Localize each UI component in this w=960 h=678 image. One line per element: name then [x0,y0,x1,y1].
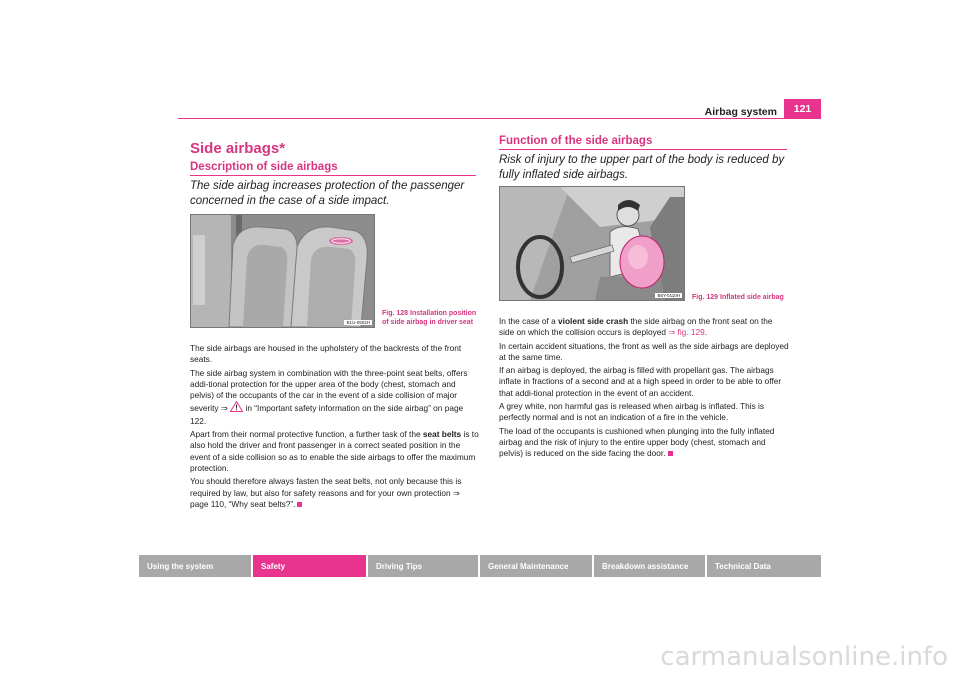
paragraph [190,476,480,510]
paragraph [190,368,480,427]
section-title: Side airbags* [190,140,286,157]
subsection-rule-left [190,175,476,176]
paragraph: In certain accident situations, the front as well as the side airbags are deployed at the same time. [499,340,789,362]
body-text-right [499,316,789,462]
text-run: In the case of a [499,316,556,326]
paragraph [190,429,480,474]
paragraph: If an airbag is deployed, the airbag is filled with propellant gas. The airbags inflate in fractions of a second and at a high speed in order to be able to offer that addi-tional protection in the event of an accident. [499,365,782,398]
text-run: The side airbag system in combination with the three-point seat belts, offers addi-tional protection for the upper area of the body (chest, stomach and pelvis) of the occupants of the car in the event of a side collision of major severity [190,367,468,414]
page-number: 121 [784,99,821,119]
paragraph: The side airbags are housed in the upholstery of the backrests of the front seats. [190,343,462,365]
text-run: in “Important safety information on the side airbag” on page 122. [190,403,464,426]
figure-image-code: B1U-0502H [346,320,370,325]
nav-tab-driving-tips[interactable]: Driving Tips [368,555,478,577]
nav-tab-safety[interactable]: Safety [253,555,366,577]
watermark: carmanualsonline.info [660,642,948,672]
arrow-glyph: ⇒ [220,403,228,414]
text-run: is to also hold the driver and front passenger in a correct seated position in the event of a side collision so as to enable the side airbags to offer the maximum protection. [190,429,479,473]
nav-tab-technical-data[interactable]: Technical Data [707,555,821,577]
figure-caption-129: Fig. 129 Inflated side airbag [692,294,784,301]
paragraph: A grey white, non harmful gas is released when airbag is inflated. This is perfectly normal and is not an indication of a fire in the vehicle. [499,401,765,423]
subsection-rule-right [499,149,787,150]
text-run: You should therefore always fasten the seat belts, not only because this is required by law, but also for safety reasons and for your own protection ⇒ page 110, “Why seat belts?”. [190,476,462,509]
figure-seat-airbag [190,214,375,328]
text-run: the side airbag on the front seat on the side on which the collision occurs is deployed [499,316,773,338]
bold-term: seat belts [422,429,462,440]
airbag-illustration [500,187,684,300]
running-header-title: Airbag system [704,106,777,118]
body-text-left [190,343,480,512]
seat-illustration [191,215,374,327]
nav-tab-general-maintenance[interactable]: General Maintenance [480,555,592,577]
caption-line: Fig. 128 Installation position [382,310,477,317]
lead-text-left: The side airbag increases protection of the passenger concerned in the case of a side impact. [190,180,465,207]
figure-caption-128 [382,309,482,327]
warning-triangle-icon[interactable] [230,401,243,415]
figure-reference-link[interactable]: ⇒ fig. 129 [668,327,705,338]
header-rule [178,118,821,119]
paragraph: In the case of a violent side crash the side airbag on the front seat on the side on which the collision occurs is deployed ⇒ fig. 129. [499,316,773,338]
figure-inflated-airbag [499,186,685,301]
nav-tab-using-the-system[interactable]: Using the system [139,555,251,577]
subsection-title-right: Function of the side airbags [499,135,653,147]
caption-line: of side airbag in driver seat [382,319,474,326]
bold-term: violent side crash [558,316,629,326]
figure-image-code: B6Y-0110H [657,293,680,298]
lead-text-right: Risk of injury to the upper part of the body is reduced by fully inflated side airbags. [499,154,785,181]
paragraph [499,426,789,460]
subsection-title-left: Description of side airbags [190,161,338,173]
nav-tab-breakdown-assistance[interactable]: Breakdown assistance [594,555,705,577]
text-run: The load of the occupants is cushioned when plunging into the fully inflated airbag and the risk of injury to the entire upper body (chest, stomach and pelvis) is reduced on the side facing the door. [499,425,775,459]
section-end-marker-icon [668,451,673,456]
text-run: Apart from their normal protective function, a further task of the [190,429,421,440]
section-end-marker-icon [297,502,302,507]
